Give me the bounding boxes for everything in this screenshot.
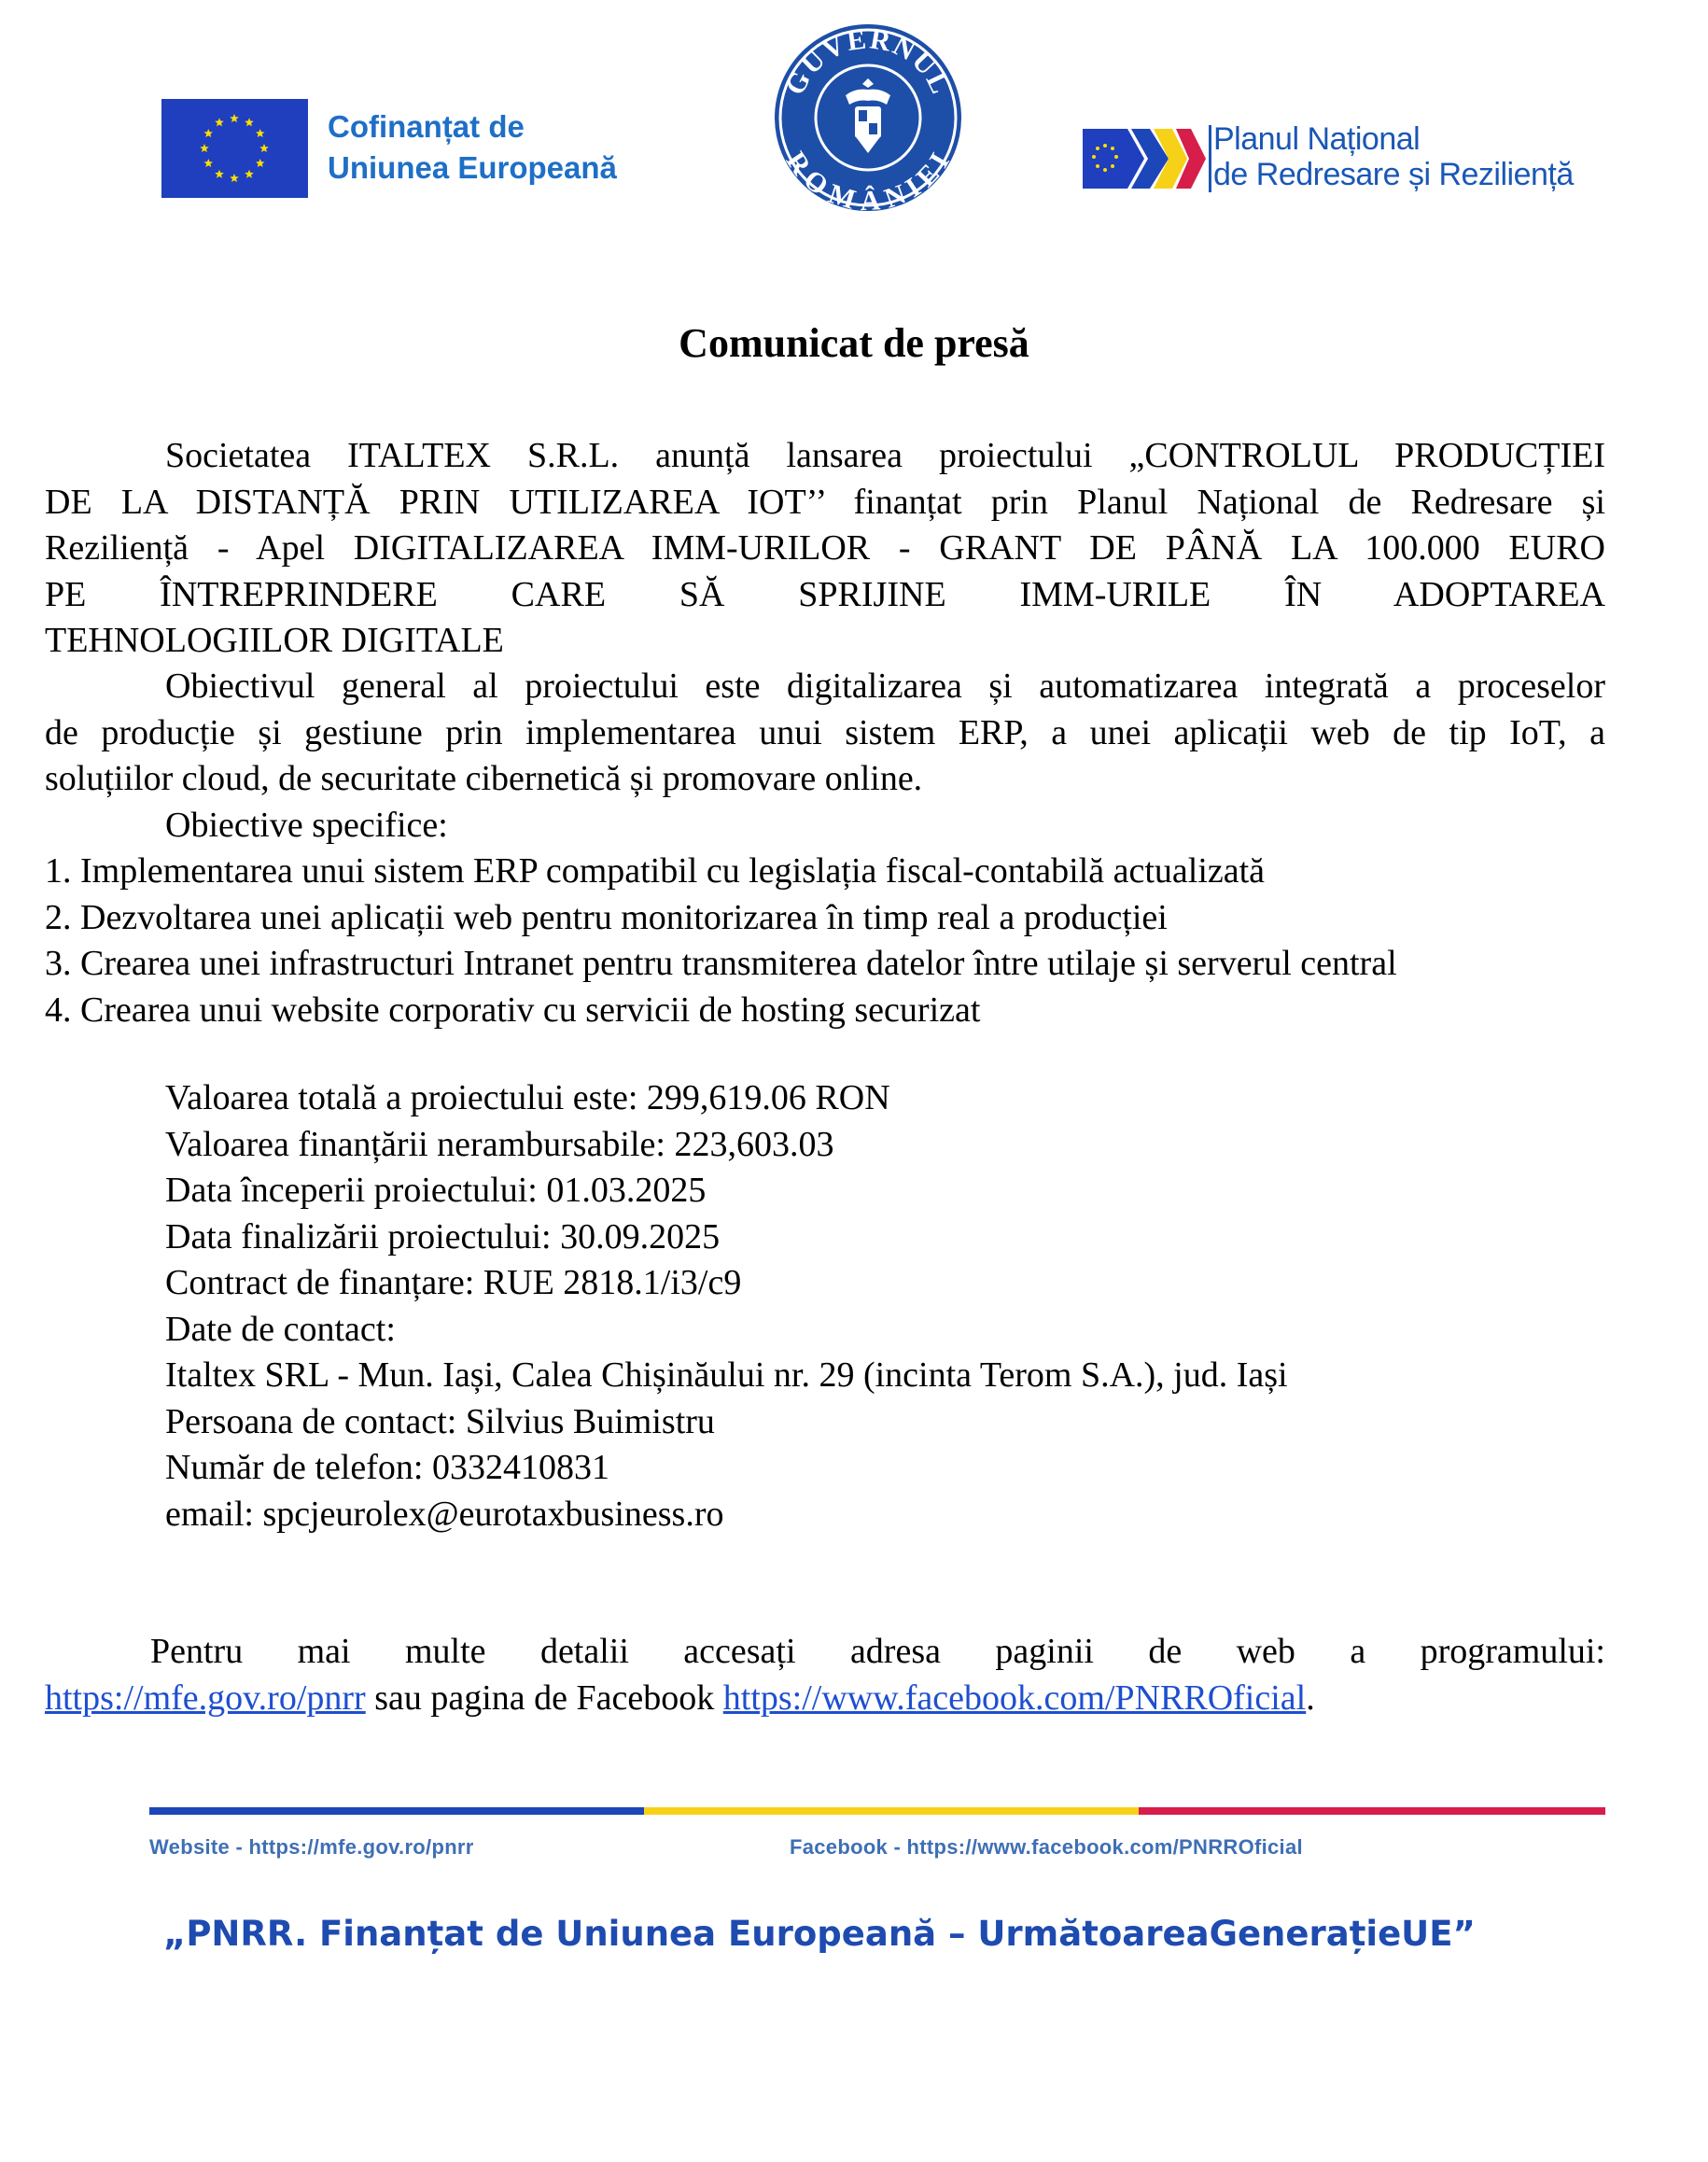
announcement-paragraph bbox=[45, 433, 1605, 665]
more-info-line: Pentru mai multe detalii accesați adresa paginii de web a programului: bbox=[150, 1632, 1605, 1671]
pnrr-logo bbox=[1083, 121, 1605, 196]
objective-item: 2. Dezvoltarea unei aplicații web pentru monitorizarea în timp real a producției bbox=[45, 897, 1168, 937]
project-details bbox=[165, 1075, 1708, 1537]
more-info-paragraph bbox=[45, 1629, 1605, 1721]
pnrr-text bbox=[1213, 121, 1574, 192]
pnrr-text-line1: Planul Național bbox=[1213, 121, 1421, 157]
pnrr-text-line2: de Redresare și Reziliență bbox=[1213, 157, 1574, 192]
more-info-end: . bbox=[1306, 1678, 1315, 1718]
facebook-pnrr-link[interactable]: https://www.facebook.com/PNRROficial bbox=[722, 1678, 1307, 1718]
contact-heading: Date de contact: bbox=[165, 1309, 396, 1349]
announcement-line: TEHNOLOGIILOR DIGITALE bbox=[45, 621, 504, 660]
announcement-line: DE LA DISTANȚĂ PRIN UTILIZAREA IOT’’ finanțat prin Planul Național de Redresare și bbox=[45, 482, 1605, 522]
contact-person: Persoana de contact: Silvius Buimistru bbox=[165, 1401, 715, 1441]
total-value: Valoarea totală a proiectului este: 299,619.06 RON bbox=[165, 1078, 890, 1117]
announcement-line: Reziliență - Apel DIGITALIZAREA IMM-URILOR - GRANT DE PÂNĂ LA 100.000 EURO bbox=[45, 528, 1605, 568]
footer-banner bbox=[149, 1807, 1605, 1873]
more-info-middle: sau pagina de Facebook bbox=[365, 1678, 723, 1718]
eu-cofunding-text bbox=[328, 106, 617, 189]
objective-item: 1. Implementarea unui sistem ERP compatibil cu legislația fiscal-contabilă actualizată bbox=[45, 851, 1266, 891]
eu-text-line2: Uniunea Europeană bbox=[328, 150, 617, 185]
objective-item: 4. Crearea unui website corporativ cu servicii de hosting securizat bbox=[45, 990, 981, 1030]
general-objective-line: Obiectivul general al proiectului este digitalizarea și automatizarea integrată a proceselor bbox=[165, 667, 1605, 706]
general-objective-line: de producție și gestiune prin implementarea unui sistem ERP, a unei aplicații web de tip IoT, a bbox=[45, 712, 1605, 752]
pnrr-slogan: „PNRR. Finanțat de Uniunea Europeană – UrmătoareaGenerațieUE” bbox=[163, 1914, 1476, 1954]
mfe-pnrr-link[interactable]: https://mfe.gov.ro/pnrr bbox=[45, 1678, 366, 1718]
pnrr-divider bbox=[1209, 125, 1211, 192]
end-date: Data finalizării proiectului: 30.09.2025 bbox=[165, 1216, 721, 1256]
general-objective-paragraph bbox=[45, 664, 1605, 803]
contact-address: Italtex SRL - Mun. Iași, Calea Chișinăului nr. 29 (incinta Terom S.A.), jud. Iași bbox=[165, 1355, 1288, 1395]
document-title: Comunicat de presă bbox=[679, 320, 1029, 366]
start-date: Data începerii proiectului: 01.03.2025 bbox=[165, 1171, 707, 1210]
announcement-line: PE ÎNTREPRINDERE CARE SĂ SPRIJINE IMM-URILE ÎN ADOPTAREA bbox=[45, 574, 1605, 614]
specific-objectives-heading: Obiective specifice: bbox=[165, 806, 448, 845]
objective-item: 3. Crearea unei infrastructuri Intranet pentru transmiterea datelor între utilaje și serverul central bbox=[45, 944, 1397, 983]
contract-number: Contract de finanțare: RUE 2818.1/i3/c9 bbox=[165, 1263, 742, 1302]
specific-objectives-list bbox=[45, 849, 1605, 1033]
eu-text-line1: Cofinanțat de bbox=[328, 109, 525, 144]
announcement-line: Societatea ITALTEX S.R.L. anunță lansarea proiectului „CONTROLUL PRODUCȚIEI bbox=[165, 436, 1605, 475]
contact-email: email: spcjeurolex@eurotaxbusiness.ro bbox=[165, 1494, 724, 1534]
seal-top-text: GUVERNUL bbox=[779, 23, 957, 100]
footer-stripe-red bbox=[1139, 1807, 1605, 1815]
general-objective-line: soluțiilor cloud, de securitate cibernetică și promovare online. bbox=[45, 759, 923, 798]
footer-facebook-text: Facebook - https://www.facebook.com/PNRROficial bbox=[790, 1835, 1303, 1859]
footer-stripe-blue bbox=[149, 1807, 644, 1815]
government-seal bbox=[771, 21, 965, 215]
footer-website-text: Website - https://mfe.gov.ro/pnrr bbox=[149, 1835, 474, 1859]
footer-stripe-yellow bbox=[644, 1807, 1139, 1815]
seal-bottom-text: ROMÂNIEI bbox=[779, 146, 957, 215]
eu-flag-icon bbox=[161, 99, 308, 198]
pnrr-flag-arrow-icon bbox=[1083, 121, 1209, 196]
grant-value: Valoarea finanțării nerambursabile: 223,603.03 bbox=[165, 1124, 834, 1164]
contact-phone: Număr de telefon: 0332410831 bbox=[165, 1448, 609, 1487]
eu-cofunding-logo bbox=[161, 99, 677, 198]
